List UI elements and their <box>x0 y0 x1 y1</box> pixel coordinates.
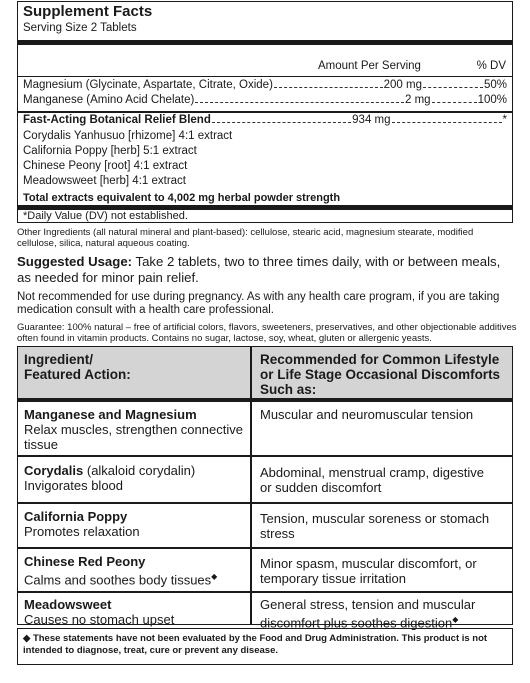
ingredient-name: Chinese Red Peony <box>24 554 146 569</box>
ingredient-action: Causes no stomach upset <box>24 612 175 627</box>
column-divider <box>250 347 252 624</box>
divider <box>18 591 512 593</box>
ingredient-action: Calms and soothes body tissues <box>24 572 212 588</box>
pregnancy-warning: Not recommended for use during pregnancy. As with any health care program, if you are taking medication consult with a health care professional. <box>17 291 500 316</box>
diamond-icon: ◆ <box>23 633 31 644</box>
nutrient-dv: 100% <box>477 94 507 106</box>
guarantee: Guarantee: 100% natural – free of artificial colors, flavors, sweeteners, preservatives, and other objectionable additives often found in vitamin products. Contains no sugar, lactose, soy, wheat, gluten or allergenic yeasts. <box>17 322 517 344</box>
ingredient-note: (alkaloid corydalin) <box>83 463 196 478</box>
nutrient-dv: 50% <box>483 79 507 91</box>
suggested-usage <box>17 254 517 286</box>
blend-dv: * <box>502 114 507 126</box>
blend-ingredient: California Poppy [herb] 5:1 extract <box>23 145 197 157</box>
dv-header: % DV <box>476 60 506 72</box>
serving-size: Serving Size 2 Tablets <box>23 22 137 34</box>
blend-ingredient: Chinese Peony [root] 4:1 extract <box>23 160 188 172</box>
table-row-use: Tension, muscular soreness or stomach stress <box>260 511 490 541</box>
table-row-use: General stress, tension and muscular discomfort plus soothes digestion◆ <box>260 597 476 631</box>
ingredient-name: Meadowsweet <box>24 597 112 612</box>
table-row-ingredient <box>24 407 246 452</box>
table-row-ingredient <box>24 509 246 539</box>
nutrient-row <box>23 94 507 109</box>
usage-label: Suggested Usage: <box>17 254 133 269</box>
ingredient-action: Promotes relaxation <box>24 524 140 539</box>
blend-name: Fast-Acting Botanical Relief Blend <box>23 114 211 126</box>
divider <box>18 502 512 504</box>
nutrient-name: Magnesium (Glycinate, Aspartate, Citrate, Oxide) <box>23 79 273 91</box>
fda-disclaimer <box>17 628 513 665</box>
ingredient-action: Invigorates blood <box>24 478 124 493</box>
table-row-ingredient <box>24 597 246 627</box>
divider <box>18 547 512 549</box>
table-row-use: Abdominal, menstrual cramp, digestive or sudden discomfort <box>260 465 484 495</box>
ingredient-name: California Poppy <box>24 509 128 524</box>
supplement-facts-box <box>17 1 513 223</box>
divider <box>18 455 512 457</box>
table-row-ingredient <box>24 554 246 587</box>
divider <box>18 111 512 113</box>
dv-footnote: *Daily Value (DV) not established. <box>23 210 188 222</box>
other-ingredients: Other Ingredients (all natural mineral and plant-based): cellulose, stearic acid, magnesium stearate, modified cellulose, silica, natural aqueous coating. <box>17 227 474 249</box>
facts-title: Supplement Facts <box>23 3 153 20</box>
nutrient-amount: 200 mg <box>383 79 422 91</box>
ingredient-action: Relax muscles, strengthen connective tissue <box>24 422 243 452</box>
nutrient-row <box>23 79 507 94</box>
nutrient-name: Manganese (Amino Acid Chelate) <box>23 94 195 106</box>
table-row-ingredient <box>24 463 246 493</box>
blend-row <box>23 114 507 129</box>
divider <box>18 76 512 77</box>
ingredient-name: Corydalis <box>24 463 84 478</box>
blend-amount: 934 mg <box>352 114 391 126</box>
usage-text: Take 2 tablets, two to three times daily, with or between meals, as needed for minor pain relief. <box>17 254 501 285</box>
total-extracts: Total extracts equivalent to 4,002 mg herbal powder strength <box>23 192 341 204</box>
divider <box>18 398 512 402</box>
table-row-use: Muscular and neuromuscular tension <box>260 407 474 422</box>
disclaimer-text: These statements have not been evaluated by the Food and Drug Administration. This product is not intended to diagnose, treat, cure or prevent any disease. <box>23 633 488 656</box>
diamond-icon: ◆ <box>452 615 459 624</box>
ingredient-name: Manganese and Magnesium <box>24 407 197 422</box>
table-row-use: Minor spasm, muscular discomfort, or temporary tissue irritation <box>260 556 477 586</box>
divider <box>18 40 512 45</box>
header-recommended: Recommended for Common Lifestyle or Life Stage Occasional Discomforts Such as: <box>260 352 501 397</box>
ingredient-table <box>17 346 513 631</box>
diamond-icon: ◆ <box>211 572 218 581</box>
nutrient-amount: 2 mg <box>405 94 431 106</box>
header-ingredient: Ingredient/ Featured Action: <box>24 352 131 382</box>
blend-ingredient: Meadowsweet [herb] 4:1 extract <box>23 175 186 187</box>
amount-header: Amount Per Serving <box>318 60 421 72</box>
blend-ingredient: Corydalis Yanhusuo [rhizome] 4:1 extract <box>23 130 233 142</box>
